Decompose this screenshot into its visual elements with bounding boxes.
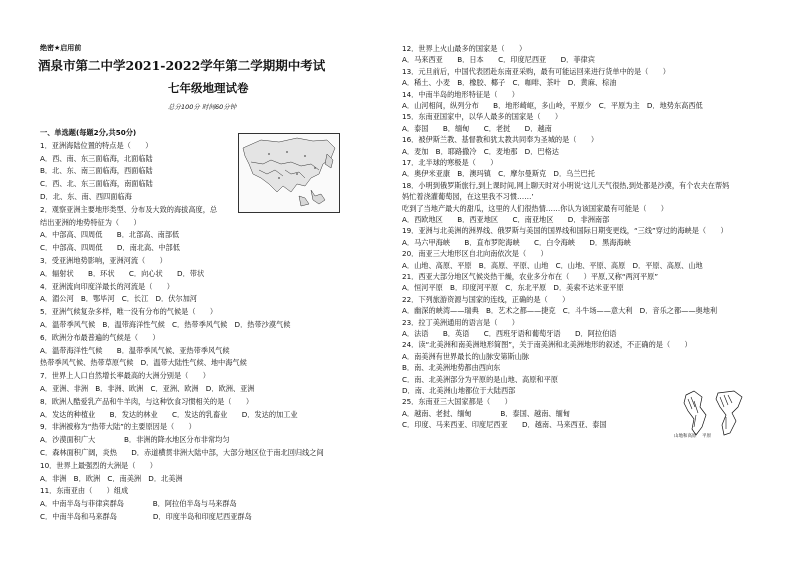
question-line: C．西、北、东三面临海，南面临陆 <box>40 179 153 189</box>
question-line: A．山河相间，纵列分布 B．地形崎岖，多山岭，平原少 C．平原为主 D．地势东高西低 <box>402 101 703 110</box>
question-line: 13．元旦前后，中国代表团赴东南亚采购，最有可能运回来进行货单中的是（ ） <box>402 66 670 76</box>
question-line: A．温带海洋性气候 B．温带季风气候、亚热带季风气候 <box>40 345 230 355</box>
question-line: A．泰国 B．缅甸 C．老挝 D．越南 <box>402 123 552 133</box>
question-line: 一、单选题(每题2分,共50分) <box>40 128 137 137</box>
question-line: A．幽深的峡湾——瑞典 B．艺术之都——捷克 C．斗牛场——意大利 D．音乐之都——奥地利 <box>402 306 718 316</box>
question-line: A．南美洲有世界最长的山脉安第斯山脉 <box>402 351 530 361</box>
question-line: A．辐射状 B．环状 C．向心状 D．带状 <box>40 268 205 278</box>
asia-map-figure <box>238 133 340 213</box>
question-line: A．亚洲、非洲 B．非洲、欧洲 C．亚洲、欧洲 D．欧洲、亚洲 <box>40 384 255 393</box>
question-line: 9．非洲被称为“热带大陆”的主要原因是（ ） <box>40 422 196 432</box>
secret-label: 绝密★启用前 <box>40 44 82 52</box>
question-line: B．南、北美洲地势都由西向东 <box>402 363 501 373</box>
question-line: 11．东南亚由（ ）组成 <box>40 486 129 496</box>
question-line: A．麦加 B．耶路撒冷 C．麦地那 D．巴格达 <box>402 146 559 156</box>
question-line: 热带季风气候、热带草原气候 D．温带大陆性气候、地中海气候 <box>40 358 247 368</box>
question-line: 21．西亚大部分地区气候炎热干燥，农业多分布在（ ）平原,又称“两河平原” <box>402 272 659 281</box>
question-line: A．西欧地区 B．西亚地区 C．南亚地区 D．非洲南部 <box>402 215 610 224</box>
question-line: A．非洲 B．欧洲 C．南美洲 D．北美洲 <box>40 473 183 483</box>
question-line: A．马六甲海峡 B．直布罗陀海峡 C．白令海峡 D．黑海海峡 <box>402 237 631 247</box>
legend-mountain-label: 山地和高原 <box>674 434 697 439</box>
question-line: 10．世界上最强烈的大洲是（ ） <box>40 460 157 470</box>
question-line: D．南、北美洲山地都位于大陆西部 <box>402 386 516 395</box>
exam-meta: 总分100分 时间60分钟 <box>168 103 237 111</box>
question-line: 2．观察亚洲主要地形类型、分布及大致的海拔高度，总 <box>40 204 218 214</box>
question-line: 妈忙着浇灌葡萄园，在这里我不习惯……’ <box>402 192 534 202</box>
question-line: A．马来西亚 B．日本 C．印度尼西亚 D．菲律宾 <box>402 55 595 65</box>
question-line: A．山地、高原、平原 B．高原、平原、山地 C．山地、平原、高原 D．平原、高原、山地 <box>402 260 703 270</box>
question-line: 22．下列旅游资源与国家的连线，正确的是（ ） <box>402 294 570 304</box>
question-line: 25．东南亚三大国家都是（ ） <box>402 397 512 407</box>
question-line: A．中部高、四周低 B．北部高、南部低 <box>40 230 180 240</box>
question-line: A．温带季风气候 B．温带海洋性气候 C．热带季风气候 D．热带沙漠气候 <box>40 320 291 329</box>
question-line: D．北、东、南、西四面临海 <box>40 192 132 201</box>
question-line: A．发达的种植业 B．发达的林业 C．发达的乳畜业 D．发达的加工业 <box>40 409 298 419</box>
question-line: 18．小明到俄罗斯旅行,到上课时间,网上聊天时对小明说‘这儿天气很热,到处都是沙漠，有个农夫在帮妈 <box>402 180 730 190</box>
question-line: 20．南亚三大地形区自北向南依次是（ ） <box>402 249 548 259</box>
question-line: A．奥伊米亚康 B．澳玛镇 C．摩尔曼斯克 D．乌兰巴托 <box>402 169 595 179</box>
question-line: 17．北半球的寒极是（ ） <box>402 158 498 167</box>
americas-terrain-sketch <box>674 387 760 439</box>
question-line: 3．受亚洲地势影响，亚洲河流（ ） <box>40 256 167 265</box>
exam-subtitle: 七年级地理试卷 <box>168 81 249 95</box>
question-line: 12．世界上火山最多的国家是（ ） <box>402 44 527 53</box>
question-line: A．稀土、小麦 B．橡胶、椰子 C．咖啡、茶叶 D．黄麻、棕油 <box>402 78 617 88</box>
question-line: C．南、北美洲部分为平原的是山地、高原和平原 <box>402 374 558 384</box>
question-line: 14．中南半岛的地形特征是（ ） <box>402 89 519 99</box>
question-line: A．恒河平原 B．印度河平原 C．东北平原 D．美索不达米亚平原 <box>402 283 624 293</box>
question-line: A．法语 B．英语 C．西班牙语和葡萄牙语 D．阿拉伯语 <box>402 329 617 338</box>
question-line: A．湄公河 B．鄂毕河 C．长江 D．伏尔加河 <box>40 294 197 304</box>
question-line: A．沙漠面积广大 B．非洲的降水地区分布非常均匀 <box>40 435 230 445</box>
question-line: 7．世界上人口自然增长率最高的大洲分别是（ ） <box>40 371 210 381</box>
question-line: 23．拉丁美洲通用的语言是（ ） <box>402 317 519 327</box>
question-line: C．森林面积广阔，炎热 D．赤道横贯非洲大陆中部，大部分地区位于南北回归线之间 <box>40 448 324 457</box>
question-line: 15．东南亚国家中，以华人最多的国家是（ ） <box>402 112 563 122</box>
question-line: 8．欧洲人酷爱乳产品和牛羊肉，与这种饮食习惯相关的是（ ） <box>40 396 254 406</box>
legend-plain-label: 平原 <box>702 434 711 439</box>
question-line: 4．亚洲流向印度洋最长的河流是（ ） <box>40 281 174 291</box>
question-line: 吃到了当地产最大的甜瓜，这里的人们很热情……你认为该国家最有可能是（ ） <box>402 203 668 213</box>
question-line: A．西、南、东三面临海，北面临陆 <box>40 153 153 163</box>
question-line: 5．亚洲气候复杂多样，唯一没有分布的气候是（ ） <box>40 307 218 317</box>
question-line: 24．读“北美洲和南美洲地形简图”，关于南美洲和北美洲地形的叙述，不正确的是（ ） <box>402 340 692 350</box>
question-line: C．中部高、四周低 D．南北高、中部低 <box>40 243 180 253</box>
exam-title: 酒泉市第二中学2021-2022学年第二学期期中考试 <box>38 58 326 73</box>
question-line: B．北、东、南三面临海，西面临陆 <box>40 166 153 176</box>
question-line: 16．被伊斯兰教、基督教和犹太教共同奉为圣城的是（ ） <box>402 135 599 145</box>
question-line: C．印度、马来西亚、印度尼西亚 D．越南、马来西亚、泰国 <box>402 420 607 430</box>
question-line: A．中南半岛与菲律宾群岛 B．阿拉伯半岛与马来群岛 <box>40 499 237 509</box>
question-line: 1．亚洲海陆位置的特点是（ ） <box>40 140 153 150</box>
question-line: 结出亚洲的地势特征为（ ） <box>40 217 141 227</box>
question-line: 19．亚洲与北美洲的洲界线、俄罗斯与美国的国界线和国际日期变更线，“三线”穿过的海峡是（ ） <box>402 226 728 236</box>
question-line: 6．欧洲分布最普遍的气候是（ ） <box>40 332 160 342</box>
question-line: C．中南半岛和马来群岛 D．印度半岛和印度尼西亚群岛 <box>40 512 252 521</box>
question-line: A．越南、老挝、缅甸 B．泰国、越南、缅甸 <box>402 408 570 418</box>
